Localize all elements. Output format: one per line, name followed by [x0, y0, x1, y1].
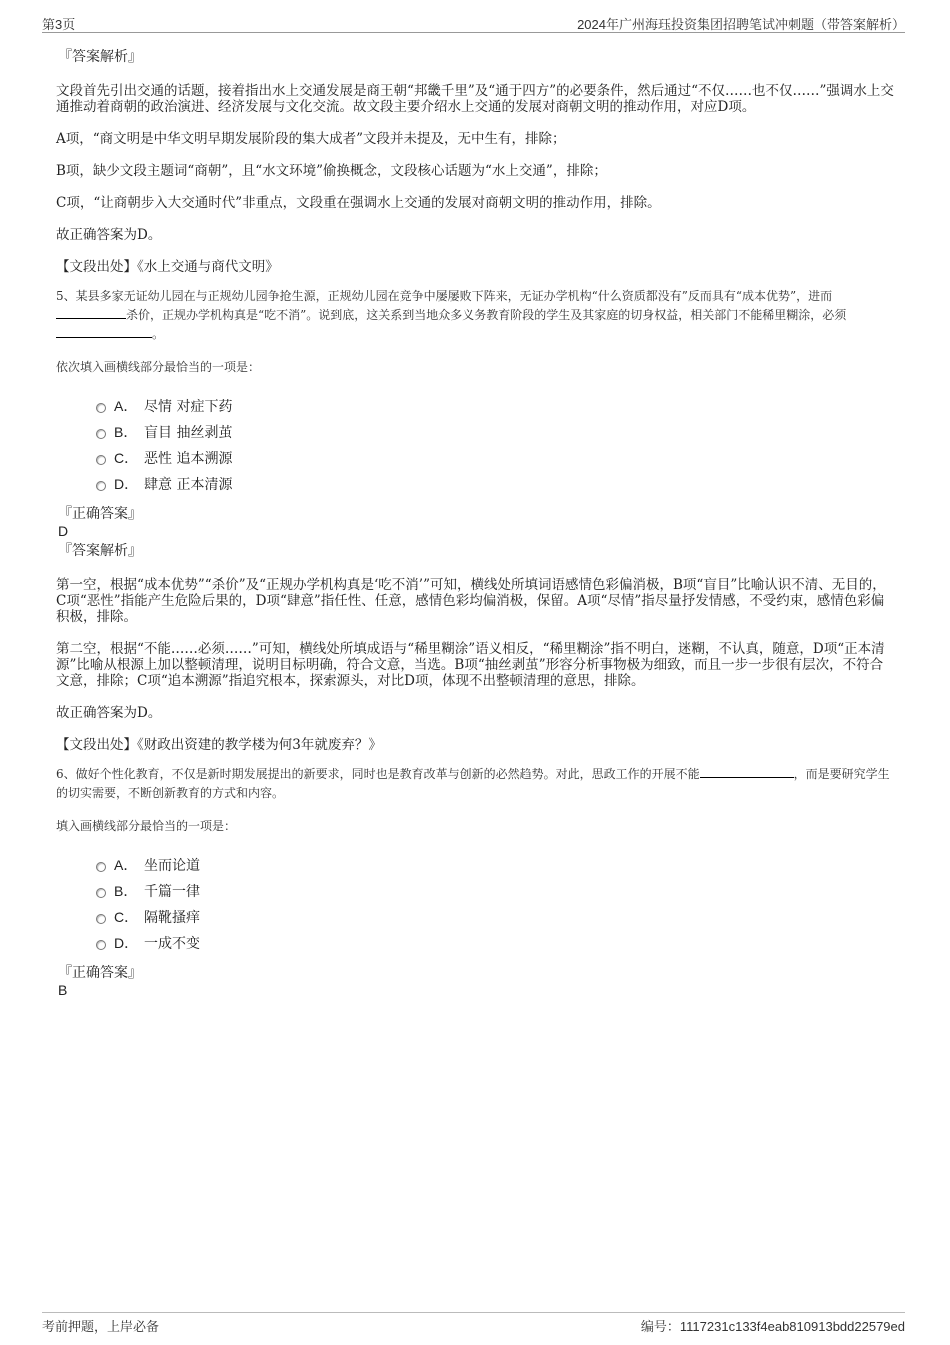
q6-option-b[interactable]: B． 千篇一律: [96, 878, 894, 904]
blank-line: [56, 325, 152, 338]
q5-analysis-paragraph: 第一空，根据“成本优势”“杀价”及“正规办学机构真是‘吃不消’”可知，横线处所填词语感情色彩偏消极，B项“盲目”比喻认识不清、无目的，C项“恶性”指能产生危险后果的，D项“肆意”指任性、任意，感情色彩均偏消极，保留。A项“尽情”指尽量抒发情感，不受约束，感情色彩偏积极，排除。: [56, 577, 886, 625]
document-id: 编号：1117231c133f4eab810913bdd22579ed: [640, 1319, 905, 1334]
q5-option-b[interactable]: B． 盲目 抽丝剥茧: [96, 419, 894, 445]
blank-line: [56, 306, 126, 319]
q5-option-a[interactable]: A． 尽情 对症下药: [96, 393, 894, 419]
radio-icon[interactable]: [96, 940, 106, 950]
blank-line: [700, 765, 794, 778]
q6-correct-label: 『正确答案』: [58, 965, 142, 981]
q4-analysis-paragraph: A项，“商文明是中华文明早期发展阶段的集大成者”文段并未提及，无中生有，排除；: [56, 131, 566, 147]
footer-slogan: 考前押题，上岸必备: [42, 1319, 160, 1334]
q4-source: 【文段出处】《水上交通与商代文明》: [56, 259, 279, 275]
q5-correct-label: 『正确答案』: [58, 506, 142, 522]
q6-options: [96, 852, 894, 956]
page-footer: [42, 1312, 905, 1335]
radio-icon[interactable]: [96, 888, 106, 898]
radio-icon[interactable]: [96, 429, 106, 439]
q4-analysis-paragraph: C项，“让商朝步入大交通时代”非重点，文段重在强调水上交通的发展对商朝文明的推动作用，排除。: [56, 195, 661, 211]
document-title: 2024年广州海珏投资集团招聘笔试冲刺题（带答案解析）: [577, 17, 905, 32]
q5-analysis-label: 『答案解析』: [58, 543, 142, 559]
q6-option-d[interactable]: D． 一成不变: [96, 930, 894, 956]
q5-options: [96, 393, 894, 497]
q4-analysis-paragraph: 文段首先引出交通的话题，接着指出水上交通发展是商王朝“邦畿千里”及“通于四方”的必要条件，然后通过“不仅……也不仅……”强调水上交通推动着商朝的政治演进、经济发展与文化交流。故文段主要介绍水上交通的发展对商朝文明的推动作用，对应D项。: [56, 83, 894, 115]
q4-analysis-paragraph: B项，缺少文段主题词“商朝”，且“水文环境”偷换概念，文段核心话题为“水上交通”，排除；: [56, 163, 607, 179]
q6-correct-answer: B: [58, 982, 68, 998]
page-header: [42, 12, 905, 33]
q5-option-d[interactable]: D． 肆意 正本清源: [96, 471, 894, 497]
q6-option-c[interactable]: C． 隔靴搔痒: [96, 904, 894, 930]
radio-icon[interactable]: [96, 481, 106, 491]
q5-option-c[interactable]: C． 恶性 追本溯源: [96, 445, 894, 471]
page-content: [56, 44, 894, 999]
q5-instruction: 依次填入画横线部分最恰当的一项是：: [56, 360, 261, 374]
radio-icon[interactable]: [96, 403, 106, 413]
q5-conclusion: 故正确答案为D。: [56, 705, 162, 721]
q4-analysis-label: 『答案解析』: [58, 49, 142, 65]
q5-stem: 5、某县多家无证幼儿园在与正规幼儿园争抢生源，正规幼儿园在竞争中屡屡败下阵来，无证办学机构“什么资质都没有”反而具有“成本优势”，进而杀价，正规办学机构真是“吃不消”。说到底，这关系到当地众多义务教育阶段的学生及其家庭的切身权益，相关部门不能稀里糊涂，必须。: [56, 289, 847, 341]
q4-conclusion: 故正确答案为D。: [56, 227, 162, 243]
q6-instruction: 填入画横线部分最恰当的一项是：: [56, 819, 237, 833]
page-number: 第3页: [42, 17, 76, 32]
q6-stem: 6、做好个性化教育，不仅是新时期发展提出的新要求，同时也是教育改革与创新的必然趋势。对此，思政工作的开展不能 ，而是要研究学生的切实需要，不断创新教育的方式和内容。: [56, 767, 890, 800]
q5-analysis-paragraph: 第二空，根据“不能……必须……”可知，横线处所填成语与“稀里糊涂”语义相反，“稀里糊涂”指不明白，迷糊，不认真，随意，D项“正本清源”比喻从根源上加以整顿清理，说明目标明确，符合文意，当选。B项“抽丝剥茧”形容分析事物极为细致，而且一步一步很有层次，不符合文意，排除；C项“追本溯源”指追究根本，探索源头，对比D项，体现不出整顿清理的意思，排除。: [56, 641, 885, 689]
radio-icon[interactable]: [96, 862, 106, 872]
q5-correct-answer: D: [58, 523, 69, 539]
q6-option-a[interactable]: A． 坐而论道: [96, 852, 894, 878]
radio-icon[interactable]: [96, 455, 106, 465]
q5-source: 【文段出处】《财政出资建的教学楼为何3年就废弃？》: [56, 737, 382, 753]
radio-icon[interactable]: [96, 914, 106, 924]
